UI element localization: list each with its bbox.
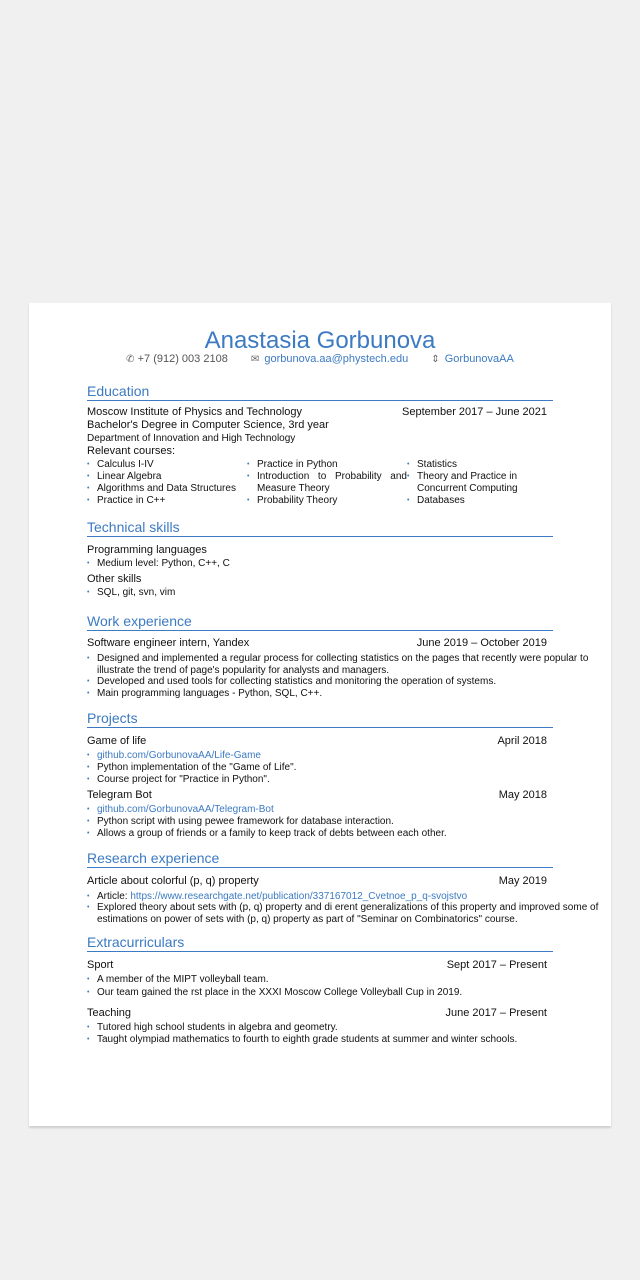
section-rule <box>87 867 553 868</box>
work-item: • Developed and used tools for collecting statistics and monitoring the operation of systems. <box>87 676 603 688</box>
resume-page <box>29 303 611 1126</box>
course-item: • Calculus I-IV <box>87 459 247 471</box>
course-item: • Practice in C++ <box>87 495 247 507</box>
extra-header <box>87 959 547 972</box>
contact-line <box>29 353 611 365</box>
courses-column <box>407 459 567 507</box>
section-rule <box>87 951 553 952</box>
education-header <box>87 406 547 419</box>
phone-icon: ✆ <box>126 354 135 365</box>
project-date: May 2018 <box>498 789 547 801</box>
project-date: April 2018 <box>497 735 547 747</box>
work-header <box>87 637 547 650</box>
github-icon: ⇕ <box>431 354 440 365</box>
skills-other-label: Other skills <box>87 573 142 585</box>
research-date: May 2019 <box>498 875 547 887</box>
project-link[interactable]: • github.com/GorbunovaAA/Life-Game <box>87 750 603 762</box>
work-role: Software engineer intern, Yandex <box>87 637 250 649</box>
extra-item: • Our team gained the rst place in the XXXI Moscow College Volleyball Cup in 2019. <box>87 987 603 999</box>
work-dates: June 2019 – October 2019 <box>416 637 547 649</box>
research-header <box>87 875 547 888</box>
education-dates: September 2017 – June 2021 <box>402 406 547 418</box>
github-link[interactable]: GorbunovaAA <box>444 353 514 365</box>
courses-list <box>87 459 567 507</box>
phone-number: +7 (912) 003 2108 <box>137 353 228 365</box>
course-item: • Statistics <box>407 459 567 471</box>
extra-header <box>87 1007 547 1020</box>
project-name: Game of life <box>87 735 147 747</box>
project-name: Telegram Bot <box>87 789 152 801</box>
email-icon: ✉ <box>250 354 260 365</box>
email-link[interactable]: gorbunova.aa@phystech.edu <box>264 353 409 365</box>
project-item: • Python script with using pewee framework for database interaction. <box>87 816 603 828</box>
section-title-work: Work experience <box>87 613 192 629</box>
section-title-skills: Technical skills <box>87 519 180 535</box>
course-item: • Introduction to Probability and Measure Theory <box>247 471 407 495</box>
extra-item: • Taught olympiad mathematics to fourth to eighth grade students at summer and winter schools. <box>87 1034 603 1046</box>
section-rule <box>87 400 553 401</box>
extra-dates: Sept 2017 – Present <box>446 959 547 971</box>
courses-column <box>247 459 407 507</box>
work-item: • Main programming languages - Python, SQL, C++. <box>87 688 603 700</box>
degree: Bachelor's Degree in Computer Science, 3rd year <box>87 419 329 431</box>
section-title-research: Research experience <box>87 850 220 866</box>
skills-other-item: • SQL, git, svn, vim <box>87 587 603 599</box>
course-item: • Probability Theory <box>247 495 407 507</box>
work-item: • Designed and implemented a regular process for collecting statistics on the pages that recently were popular to illustrate the trend of page's popularity for analysts and managers. <box>87 653 603 677</box>
section-title-extracurriculars: Extracurriculars <box>87 934 185 950</box>
course-item: • Theory and Practice in Concurrent Computing <box>407 471 567 495</box>
course-item: • Linear Algebra <box>87 471 247 483</box>
extra-dates: June 2017 – Present <box>445 1007 547 1019</box>
project-header <box>87 789 547 802</box>
extra-item: • Tutored high school students in algebra and geometry. <box>87 1022 603 1034</box>
extra-name: Sport <box>87 959 114 971</box>
courses-label: Relevant courses: <box>87 445 176 457</box>
research-item: • Explored theory about sets with (p, q) property and di erent generalizations of this property and improved some of estimations on power of sets with (p, q) property as part of "Seminar on Combinatorics" course. <box>87 902 603 926</box>
course-item: • Algorithms and Data Structures <box>87 483 247 495</box>
section-rule <box>87 630 553 631</box>
section-rule <box>87 536 553 537</box>
project-item: • Python implementation of the "Game of Life". <box>87 762 603 774</box>
courses-column <box>87 459 247 507</box>
project-item: • Allows a group of friends or a family to keep track of debts between each other. <box>87 828 603 840</box>
course-item: • Practice in Python <box>247 459 407 471</box>
extra-item: • A member of the MIPT volleyball team. <box>87 974 603 986</box>
institution: Moscow Institute of Physics and Technology <box>87 406 303 418</box>
skills-prog-label: Programming languages <box>87 544 207 556</box>
section-title-education: Education <box>87 383 150 399</box>
project-item: • Course project for "Practice in Python". <box>87 774 603 786</box>
department: Department of Innovation and High Technology <box>87 433 296 444</box>
resume-name: Anastasia Gorbunova <box>204 327 436 354</box>
research-name: Article about colorful (p, q) property <box>87 875 259 887</box>
skills-prog-item: • Medium level: Python, C++, C <box>87 558 603 570</box>
section-title-projects: Projects <box>87 710 138 726</box>
project-link[interactable]: • github.com/GorbunovaAA/Telegram-Bot <box>87 804 603 816</box>
article-label: Article: <box>97 891 131 902</box>
article-link[interactable]: https://www.researchgate.net/publication/337167012_Cvetnoe_p_q-svojstvo <box>130 891 468 902</box>
project-header <box>87 735 547 748</box>
extra-name: Teaching <box>87 1007 132 1019</box>
section-rule <box>87 727 553 728</box>
course-item: • Databases <box>407 495 567 507</box>
